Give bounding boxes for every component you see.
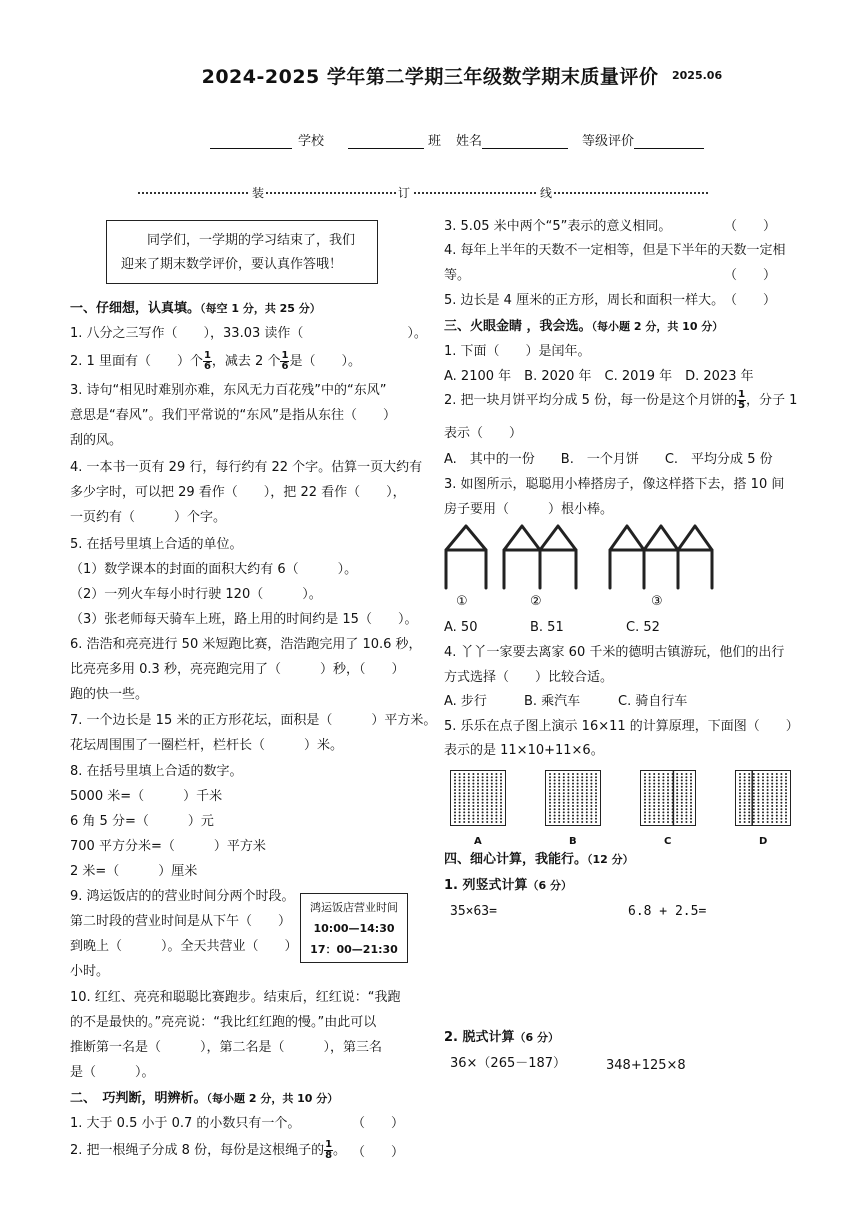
notice-box: 同学们，一学期的学习结束了，我们迎来了期末数学评价，要认真作答哦！	[106, 220, 378, 284]
fill-q7-line2[interactable]: 花坛周围围了一圈栏杆，栏杆长（ ）米。	[70, 738, 344, 753]
fill-q9-line4: 小时。	[70, 964, 110, 979]
fill-q10-line1: 10. 红红、亮亮和聪聪比赛跑步。结束后，红红说：“我跑	[70, 990, 401, 1005]
fill-q8-3[interactable]: 700 平方分米=（ ）平方米	[70, 839, 266, 854]
hours-slot-1: 10:00—14:30	[313, 922, 395, 935]
fill-q6-line3: 跑的快一些。	[70, 687, 149, 702]
fill-q3-line3: 刮的风。	[70, 433, 123, 448]
judge-q2: 2. 把一根绳子分成 8 份，每份是这根绳子的 $\frac{1}{8}$ 。	[70, 1139, 347, 1161]
dot-grid-label-a: A	[474, 836, 482, 847]
fill-q7-line1[interactable]: 7. 一个边长是 15 米的正方形花坛，面积是（ ）平方米。	[70, 713, 437, 728]
judge-q5-answer[interactable]: （ ）	[724, 293, 777, 308]
fill-q5-2[interactable]: （2）一列火车每小时行驶 120（ ）。	[70, 587, 322, 602]
judge-q3-answer[interactable]: （ ）	[724, 219, 777, 234]
calc-35x63[interactable]: 35×63=	[450, 904, 497, 919]
house-figure-3	[610, 526, 712, 588]
choice-q4-line1: 4. 丫丫一家要去离家 60 千米的德明古镇游玩，他们的出行	[444, 645, 785, 660]
house-label-1: ①	[456, 594, 468, 609]
choice-q3-line1: 3. 如图所示，聪聪用小棒搭房子，像这样搭下去，搭 10 间	[444, 477, 785, 492]
class-label: 班	[428, 134, 442, 149]
section-3-heading: 三、火眼金睛 ，我会选。（每小题 2 分，共 10 分）	[444, 319, 724, 334]
section-1-heading: 一、仔细想，认真填。（每空 1 分，共 25 分）	[70, 301, 321, 316]
section-4-heading: 四、细心计算，我能行。（12 分）	[444, 852, 634, 867]
fill-q9-line3[interactable]: 到晚上（ ）。全天共营业（ ）	[70, 939, 298, 954]
choice-q5-line2: 表示的是 11×10+11×6。	[444, 743, 604, 758]
fill-q8: 8. 在括号里填上合适的数字。	[70, 764, 243, 779]
choice-q4-option-b[interactable]: B. 乘汽车	[524, 694, 581, 709]
fill-q4-line3[interactable]: 一页约有（ ）个字。	[70, 510, 227, 525]
calc-348-plus-125x8[interactable]: 348+125×8	[606, 1058, 686, 1073]
binding-line	[138, 183, 708, 203]
binding-mark-1: 装	[252, 186, 265, 200]
judge-q2-answer[interactable]: （ ）	[352, 1145, 405, 1160]
fill-q9-line1: 9. 鸿运饭店的的营业时间分两个时段。	[70, 889, 295, 904]
choice-q3-line2[interactable]: 房子要用（ ）根小棒。	[444, 502, 614, 517]
fill-q5-1[interactable]: （1）数学课本的封面的面积大约有 6（ ）。	[70, 562, 358, 577]
fill-q8-2[interactable]: 6 角 5 分=（ ）元	[70, 814, 214, 829]
choice-q2-options[interactable]: A. 其中的一份 B. 一个月饼 C. 平均分成 5 份	[444, 452, 773, 467]
fill-q5: 5. 在括号里填上合适的单位。	[70, 537, 243, 552]
fraction-1-6: $\frac{1}{6}$	[281, 350, 289, 372]
fill-q4-line2[interactable]: 多少字时，可以把 29 看作（ ），把 22 看作（ ），	[70, 485, 406, 500]
judge-q4-answer[interactable]: （ ）	[724, 268, 777, 283]
dot-grid-label-b: B	[569, 836, 577, 847]
binding-mark-2: 订	[398, 186, 411, 200]
binding-mark-3: 线	[540, 186, 553, 200]
business-hours-box	[300, 893, 408, 963]
choice-q4-line2[interactable]: 方式选择（ ）比较合适。	[444, 670, 614, 685]
house-label-2: ②	[530, 594, 542, 609]
fill-q3-line2[interactable]: 意思是“春风”。我们平常说的“东风”是指从东往（ ）	[70, 408, 396, 423]
judge-q1: 1. 大于 0.5 小于 0.7 的小数只有一个。	[70, 1116, 301, 1131]
fill-q10-line3[interactable]: 推断第一名是（ ），第二名是（ ），第三名	[70, 1040, 383, 1055]
fill-q6-line2[interactable]: 比亮亮多用 0.3 秒，亮亮跑完用了（ ）秒，（ ）	[70, 662, 405, 677]
choice-q4-option-c[interactable]: C. 骑自行车	[618, 694, 688, 709]
grade-label: 等级评价	[582, 134, 635, 149]
exam-date: 2025.06	[672, 69, 723, 82]
choice-q3-option-c[interactable]: C. 52	[626, 620, 660, 635]
dot-grid-b[interactable]	[545, 770, 601, 826]
dot-grid-label-d: D	[759, 836, 768, 847]
hours-slot-2: 17：00—21:30	[310, 943, 398, 956]
calc-36x-265-187[interactable]: 36×（265－187）	[450, 1056, 567, 1071]
judge-q1-answer[interactable]: （ ）	[352, 1116, 405, 1131]
school-field[interactable]	[210, 130, 324, 149]
choice-q1[interactable]: 1. 下面（ ）是闰年。	[444, 344, 591, 359]
fraction-1-5: $\frac{1}{5}$	[738, 389, 746, 411]
hours-title: 鸿运饭店营业时间	[310, 901, 398, 914]
house-figure-2	[504, 526, 576, 588]
dot-grid-c[interactable]	[640, 770, 696, 826]
vertical-calc-heading: 1. 列竖式计算（6 分）	[444, 878, 572, 893]
stick-houses-figure	[444, 520, 734, 590]
fill-q2[interactable]: 2. 1 里面有（ ）个 $\frac{1}{6}$ ，减去 2 个 $\frac{1}{6}$ 是（ ）。	[70, 350, 361, 372]
fill-q6-line1: 6. 浩浩和亮亮进行 50 米短跑比赛，浩浩跑完用了 10.6 秒，	[70, 637, 422, 652]
fill-q3-line1: 3. 诗句“相见时难别亦难，东风无力百花残”中的“东风”	[70, 383, 387, 398]
choice-q2-line1: 2. 把一块月饼平均分成 5 份，每一份是这个月饼的 $\frac{1}{5}$ ，分子 1	[444, 389, 798, 411]
school-label: 学校	[298, 134, 325, 149]
name-label: 姓名	[456, 134, 483, 149]
dot-grid-d[interactable]	[735, 770, 791, 826]
judge-q3: 3. 5.05 米中两个“5”表示的意义相同。	[444, 219, 672, 234]
name-field[interactable]	[456, 130, 568, 149]
dot-grid-a[interactable]	[450, 770, 506, 826]
grade-field[interactable]	[582, 130, 704, 149]
house-label-3: ③	[651, 594, 663, 609]
choice-q3-option-a[interactable]: A. 50	[444, 620, 478, 635]
fill-q8-4[interactable]: 2 米=（ ）厘米	[70, 864, 198, 879]
fill-q10-line4[interactable]: 是（ ）。	[70, 1065, 155, 1080]
fill-q4-line1: 4. 一本书一页有 29 行，每行约有 22 个字。估算一页大约有	[70, 460, 423, 475]
step-calc-heading: 2. 脱式计算（6 分）	[444, 1030, 559, 1045]
choice-q1-options[interactable]: A. 2100 年 B. 2020 年 C. 2019 年 D. 2023 年	[444, 369, 754, 384]
judge-q4-line2: 等。	[444, 268, 471, 283]
fill-q9-line2[interactable]: 第二时段的营业时间是从下午（ ）	[70, 914, 292, 929]
fraction-1-6: $\frac{1}{6}$	[203, 350, 211, 372]
dot-grid-label-c: C	[664, 836, 672, 847]
fill-q5-3[interactable]: （3）张老师每天骑车上班，路上用的时间约是 15（ ）。	[70, 612, 418, 627]
choice-q2-line2[interactable]: 表示（ ）	[444, 426, 523, 441]
judge-q5: 5. 边长是 4 厘米的正方形，周长和面积一样大。	[444, 293, 725, 308]
judge-q4-line1: 4. 每年上半年的天数不一定相等，但是下半年的天数一定相	[444, 243, 786, 258]
fill-q1[interactable]: 1. 八分之三写作（ ），33.03 读作（ ）。	[70, 326, 427, 341]
section-2-heading: 二、 巧判断，明辨析。（每小题 2 分，共 10 分）	[70, 1091, 339, 1106]
fill-q8-1[interactable]: 5000 米=（ ）千米	[70, 789, 223, 804]
calc-6-8-plus-2-5[interactable]: 6.8 + 2.5=	[628, 904, 707, 919]
class-field[interactable]	[348, 130, 441, 149]
fill-q10-line2: 的不是最快的。”亮亮说：“我比红红跑的慢。”由此可以	[70, 1015, 377, 1030]
house-figure-1	[446, 526, 486, 588]
choice-q4-option-a[interactable]: A. 步行	[444, 694, 487, 709]
page-title: 2024-2025 学年第二学期三年级数学期末质量评价	[201, 66, 659, 88]
fraction-1-8: $\frac{1}{8}$	[325, 1139, 333, 1161]
choice-q3-option-b[interactable]: B. 51	[530, 620, 564, 635]
choice-q5-line1[interactable]: 5. 乐乐在点子图上演示 16×11 的计算原理，下面图（ ）	[444, 719, 799, 734]
